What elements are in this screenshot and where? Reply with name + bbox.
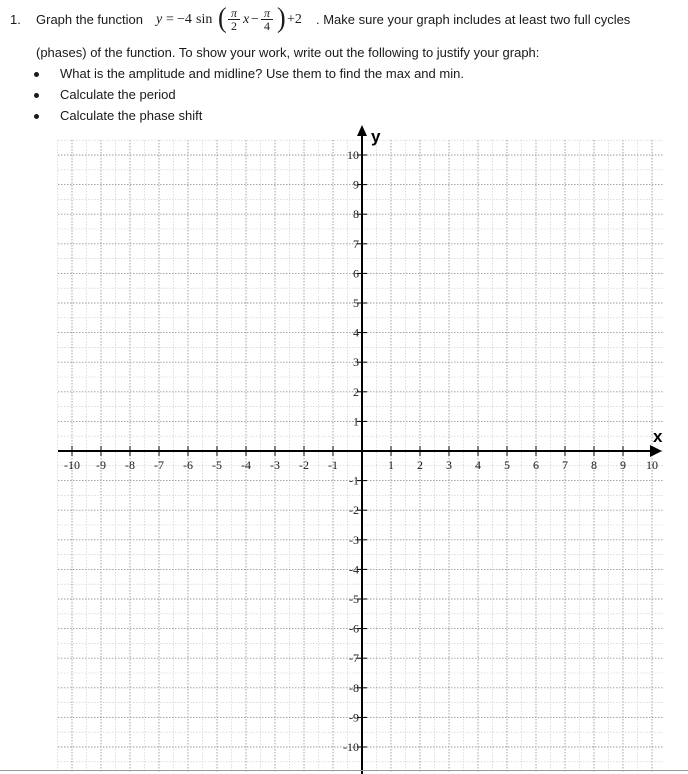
x-tick-label: 3 [446,458,452,472]
x-axis-label: x [653,427,663,446]
x-tick-label: -10 [64,458,80,472]
y-tick-label: 9 [353,177,359,192]
math-trig: sin [196,12,213,27]
y-tick-label: 2 [353,384,359,399]
y-axis-label: y [371,127,381,146]
x-tick-label: 9 [620,458,626,472]
x-tick-label: 8 [591,458,597,472]
math-frac2-den: 4 [264,19,270,33]
x-tick-label: 7 [562,458,568,472]
y-tick-label: -9 [349,710,359,725]
math-close-paren: ) [277,1,286,34]
y-tick-label: 4 [353,325,359,340]
x-tick-label: -3 [270,458,280,472]
x-tick-label: -2 [299,458,309,472]
y-tick-label: -6 [349,621,359,636]
question-instruction: . Make sure your graph includes at least two full cycles [316,12,631,27]
bullet-icon [34,93,39,98]
x-tick-label: -8 [125,458,135,472]
math-shift: +2 [287,12,302,27]
math-lhs: y [156,12,163,27]
x-tick-label: 2 [417,458,423,472]
x-tick-label: -5 [212,458,222,472]
x-tick-label: 1 [388,458,394,472]
question-line [0,1,688,34]
math-frac1-den: 2 [231,19,237,33]
bullet-text: Calculate the phase shift [60,108,203,123]
y-tick-label: -4 [349,562,359,577]
math-frac-pi-over-4 [260,7,274,32]
math-minus: − [251,12,259,27]
math-frac1-num: π [230,6,237,20]
bullet-text: Calculate the period [60,87,176,102]
x-tick-label: 4 [475,458,481,472]
y-tick-label: 6 [353,266,359,281]
bullet-text: What is the amplitude and midline? Use them to find the max and min. [60,66,464,81]
math-frac-pi-over-2 [227,7,241,32]
y-tick-label: -10 [343,740,359,754]
y-tick-label: -8 [349,680,359,695]
y-axis-arrow [357,125,367,136]
y-tick-label: 3 [353,355,359,370]
math-equals: = [166,12,174,27]
bullet-icon [34,72,39,77]
x-tick-label: -4 [241,458,251,472]
question-continuation: (phases) of the function. To show your work, write out the following to justify your graph: [36,45,540,60]
y-tick-label: -3 [349,532,359,547]
x-tick-label: -1 [328,458,338,472]
question-number: 1. [10,12,21,27]
y-tick-label: -5 [349,592,359,606]
y-tick-label: 7 [353,236,359,251]
y-tick-label: 5 [353,296,359,310]
y-tick-label: -7 [349,651,359,666]
math-variable: x [243,12,250,27]
x-tick-label: -9 [96,458,106,472]
x-tick-label: -6 [183,458,193,472]
math-coefficient: −4 [177,12,192,27]
math-frac2-num: π [263,6,270,20]
y-tick-label: 10 [347,148,359,162]
question-intro: Graph the function [36,12,143,27]
coordinate-grid[interactable] [0,120,688,774]
math-open-paren: ( [218,1,227,34]
bullet-icon [34,114,39,119]
x-tick-label: -7 [154,458,164,472]
function-equation [156,1,316,34]
y-tick-label: -2 [349,503,359,518]
page-bottom-rule [0,770,688,771]
y-tick-label: 1 [353,414,359,429]
x-tick-label: 10 [646,458,658,472]
x-tick-label: 6 [533,458,539,472]
y-tick-label: -1 [349,473,359,488]
y-tick-label: 8 [353,207,359,222]
x-tick-label: 5 [504,458,510,472]
